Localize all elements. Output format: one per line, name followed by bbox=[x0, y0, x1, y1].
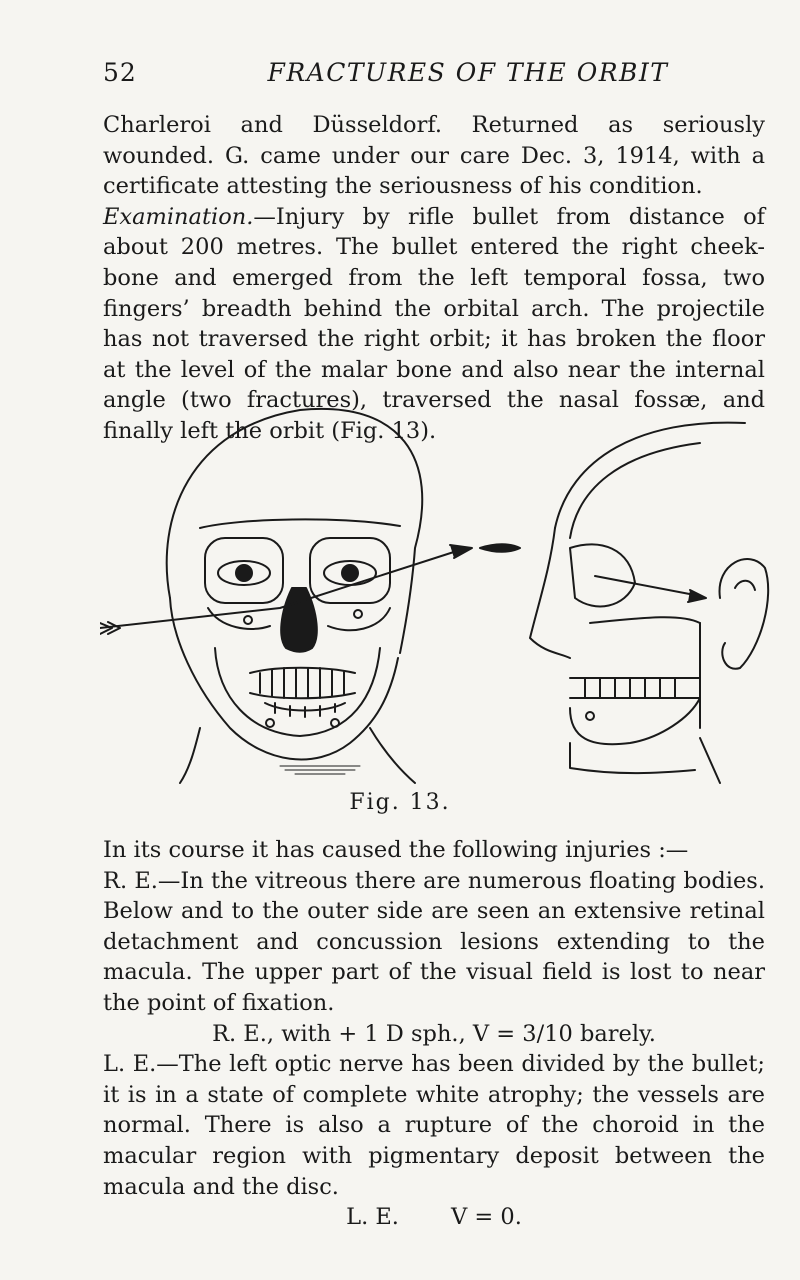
figure-13 bbox=[100, 398, 780, 788]
paragraph-right-eye: R. E.—In the vitreous there are numerous floating bodies. Below and to the outer side are seen an extensive retinal detachment and concussion lesions extending to the macula. The upper part of the visual field is lost to near the point of fixation. bbox=[103, 867, 765, 1016]
paragraph-right-eye-vision: R. E., with + 1 D sph., V = 3/10 barely. bbox=[212, 1020, 656, 1047]
left-eye-vision: V = 0. bbox=[450, 1204, 522, 1231]
examination-text: —Injury by rifle bullet from distance of about 200 metres. The bullet entered the right cheek-bone and emerged from the left temporal fossa, two fingers’ breadth behind the orbital arch. The projectile has not traversed the right orbit; it has broken the floor at the level of the malar bone and also near the internal angle (two fractures), traversed the nasal fossæ, and finally left the orbit (Fig. 13). bbox=[103, 203, 765, 444]
skull-illustration bbox=[100, 398, 780, 788]
paragraph-left-eye: L. E.—The left optic nerve has been divided by the bullet; it is in a state of complete white atrophy; the vessels are normal. There is also a rupture of the choroid in the macular region with pigmentary deposit between the macula and the disc. bbox=[103, 1051, 765, 1200]
body-text-top bbox=[103, 110, 765, 447]
paragraph-left-eye-vision bbox=[103, 1202, 765, 1233]
page-number: 52 bbox=[103, 58, 137, 87]
body-text-bottom bbox=[103, 835, 765, 1233]
running-header bbox=[103, 58, 763, 94]
left-eye-label: L. E. bbox=[346, 1204, 399, 1231]
figure-caption: Fig. 13. bbox=[349, 790, 451, 815]
paragraph-1: Charleroi and Düsseldorf. Returned as seriously wounded. G. came under our care Dec. 3, 1914, with a certificate attesting the seriousness of his condition. bbox=[103, 112, 765, 200]
paragraph-injuries-intro: In its course it has caused the following injuries :— bbox=[103, 837, 689, 863]
examination-heading: Examination. bbox=[103, 203, 254, 230]
skull-side-view-icon bbox=[530, 423, 768, 783]
running-title: FRACTURES OF THE ORBIT bbox=[267, 58, 669, 87]
skull-front-view-icon bbox=[167, 409, 423, 783]
